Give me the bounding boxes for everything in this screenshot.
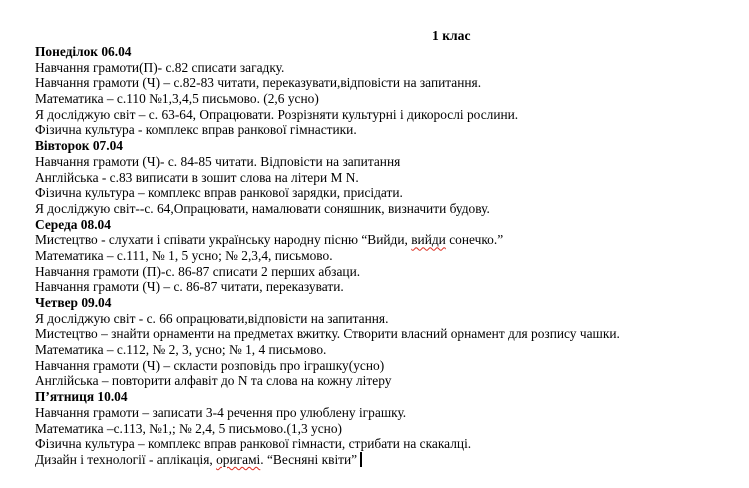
day-heading-friday: П’ятниця 10.04 [35, 389, 128, 405]
task-line: Математика – с.110 №1,3,4,5 письмово. (2,6 усно) [35, 91, 319, 107]
spellcheck-underline: оригамі [216, 451, 261, 467]
task-line: Я досліджую світ – с. 63-64, Опрацювати. Розрізняти культурні і дикорослі рослини. [35, 106, 519, 122]
task-line: Фізична культура – комплекс вправ ранкової зарядки, присідати. [35, 185, 403, 201]
task-line: Фізична культура – комплекс вправ ранкової гімнасти, стрибати на скакалці. [35, 436, 472, 452]
task-line: Математика –с.113, №1,; № 2,4, 5 письмово.(1,3 усно) [35, 420, 342, 436]
day-heading-monday: Понеділок 06.04 [35, 44, 132, 59]
text-cursor [360, 452, 362, 467]
task-line: Англійська - с.83 виписати в зошит слова на літери M N. [35, 169, 359, 185]
task-line: Навчання грамоти (Ч) – с.82-83 читати, переказувати,відповісти на запитання. [35, 75, 482, 91]
document-body[interactable] [35, 44, 735, 468]
task-line: Я досліджую світ--с. 64,Опрацювати, намалювати соняшник, визначити будову. [35, 200, 490, 216]
task-line: Мистецтво – знайти орнаменти на предметах вжитку. Створити власний орнамент для розпису чашки. [35, 326, 620, 342]
task-line-spellcheck: Дизайн і технології - аплікація, оригамі. “Весняні квіти” [35, 452, 735, 468]
spellcheck-underline: вийди [411, 232, 446, 248]
task-line: Я досліджую світ - с. 66 опрацювати,відповісти на запитання. [35, 310, 389, 326]
task-line: Навчання грамоти (Ч)- с. 84-85 читати. Відповісти на запитання [35, 153, 401, 169]
day-heading-thursday: Четвер 09.04 [35, 295, 112, 310]
task-line: Навчання грамоти (Ч) – скласти розповідь про іграшку(усно) [35, 357, 385, 373]
task-line: Англійська – повторити алфавіт до N та слова на кожну літеру [35, 373, 392, 389]
day-heading-wednesday: Середа 08.04 [35, 216, 111, 232]
task-line: Фізична культура - комплекс вправ ранкової гімнастики. [35, 122, 357, 138]
task-line: Математика – с.111, № 1, 5 усно; № 2,3,4, письмово. [35, 247, 333, 263]
task-line: Математика – с.112, № 2, 3, усно; № 1, 4 письмово. [35, 342, 327, 358]
task-line: Навчання грамоти (Ч) – с. 86-87 читати, переказувати. [35, 279, 344, 295]
task-line: Навчання грамоти(П)- с.82 списати загадку. [35, 59, 285, 75]
task-line: Навчання грамоти – записати 3-4 речення про улюблену іграшку. [35, 404, 407, 420]
day-heading-tuesday: Вівторок 07.04 [35, 138, 123, 154]
document-title: 1 клас [432, 28, 471, 43]
task-line-spellcheck: Мистецтво - слухати і співати українську народну пісню “Вийди, вийди сонечко.” [35, 232, 504, 248]
task-line: Навчання грамоти (П)-с. 86-87 списати 2 перших абзаци. [35, 263, 361, 279]
